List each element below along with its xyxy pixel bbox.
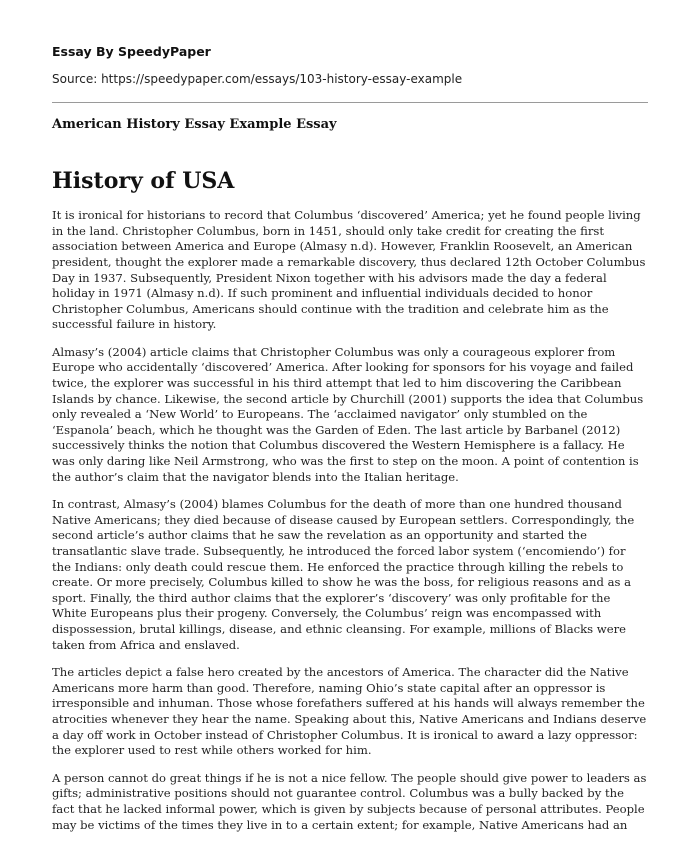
header-divider (52, 102, 648, 103)
paragraph-3: In contrast, Almasy’s (2004) blames Columbus for the death of more than one hundred thousand Native Americans; they died because of disease caused by European settlers. Correspondingly, the second article’s author claims that he saw the revelation as an opportunity and started the transatlantic slave trade. Subsequently, he introduced the forced labor system (‘encomiendo’) for the Indians: only death could rescue them. He enforced the practice through killing the rebels to create. Or more precisely, Columbus killed to show he was the boss, for religious reasons and as a sport. Finally, the third author claims that the explorer’s ‘discovery’ was only profitable for the White Europeans plus their progeny. Conversely, the Columbus’ reign was encompassed with dispossession, brutal killings, disease, and ethnic cleansing. For example, millions of Blacks were taken from Africa and enslaved. (52, 497, 635, 652)
source-line: Source: https://speedypaper.com/essays/103-history-essay-example (52, 72, 463, 87)
paragraph-2: Almasy’s (2004) article claims that Christopher Columbus was only a courageous explorer from Europe who accidentally ‘discovered’ America. After looking for sponsors for his voyage and failed twice, the explorer was successful in his third attempt that led to him discovering the Caribbean Islands by chance. Likewise, the second article by Churchill (2001) supports the idea that Columbus only revealed a ‘New World’ to Europeans. The ‘acclaimed navigator’ only stumbled on the ‘Espanola’ beach, which he thought was the Garden of Eden. The last article by Barbanel (2012) successively thinks the notion that Columbus discovered the Western Hemisphere is a fallacy. He was only daring like Neil Armstrong, who was the first to step on the moon. A point of contention is the author’s claim that the navigator blends into the Italian heritage. (52, 344, 644, 484)
paragraph-5: A person cannot do great things if he is not a nice fellow. The people should give power to leaders as gifts; administrative positions should not guarantee control. Columbus was a bully backed by the fact that he lacked informal power, which is given by subjects because of personal attributes. People may be victims of the times they live in to a certain extent; for example, Native Americans had an (52, 770, 647, 832)
essay-heading: History of USA (52, 167, 235, 194)
essay-title: American History Essay Example Essay (52, 116, 337, 132)
brand-title: Essay By SpeedyPaper (52, 44, 211, 59)
paragraph-1: It is ironical for historians to record that Columbus ‘discovered’ America; yet he found people living in the land. Christopher Columbus, born in 1451, should only take credit for creating the first association between America and Europe (Almasy n.d). However, Franklin Roosevelt, an American president, thought the explorer made a remarkable discovery, thus declared 12th October Columbus Day in 1937. Subsequently, President Nixon together with his advisors made the day a federal holiday in 1971 (Almasy n.d). If such prominent and influential individuals decided to honor Christopher Columbus, Americans should continue with the tradition and celebrate him as the successful failure in history. (52, 208, 646, 332)
paragraph-4: The articles depict a false hero created by the ancestors of America. The character did the Native Americans more harm than good. Therefore, naming Ohio’s state capital after an oppressor is irresponsible and inhuman. Those whose forefathers suffered at his hands will always remember the atrocities whenever they hear the name. Speaking about this, Native Americans and Indians deserve a day off work in October instead of Christopher Columbus. It is ironical to award a lazy oppressor: the explorer used to rest while others worked for him. (52, 665, 647, 758)
